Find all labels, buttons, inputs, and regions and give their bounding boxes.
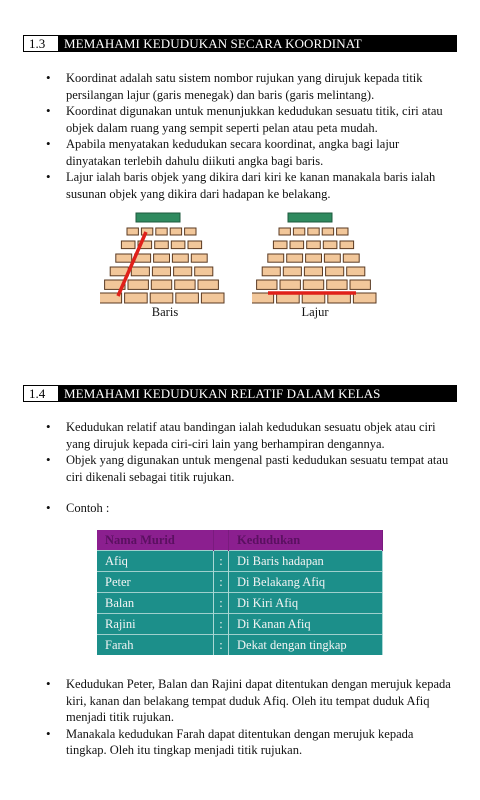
desk <box>283 267 301 276</box>
student-position: Di Baris hadapan <box>229 551 383 572</box>
desk <box>304 267 322 276</box>
table-row <box>97 614 383 635</box>
caption-baris: Baris <box>151 305 179 319</box>
bullet-item: • Manakala kedudukan Farah dapat ditentukan dengan merujuk kepada tingkap. Oleh itu tingkap menjadi titik rujukan. <box>44 726 454 759</box>
column-header-position: Kedudukan <box>229 530 383 551</box>
student-position: Di Kiri Afiq <box>229 593 383 614</box>
student-position: Di Kanan Afiq <box>229 614 383 635</box>
desk <box>175 280 195 289</box>
desk <box>268 254 284 262</box>
desk <box>131 267 149 276</box>
desk <box>293 228 304 235</box>
bullet-item: • Koordinat adalah satu sistem nombor rujukan yang dirujuk kepada titik persilangan lajur (garis menegak) dan baris (garis melintang). <box>44 70 454 103</box>
desk <box>125 293 148 303</box>
diagram-baris <box>100 210 230 306</box>
bullet-item: • Kedudukan relatif atau bandingan ialah kedudukan sesuatu objek atau ciri yang dirujuk kepada ciri-ciri lain yang berhampiran dengannya. <box>44 419 454 452</box>
student-name: Afiq <box>97 551 214 572</box>
desk <box>323 241 337 249</box>
bullet-item: • Apabila menyatakan kedudukan secara koordinat, angka bagi lajur dinyatakan terlebih dahulu diikuti angka bagi baris. <box>44 136 454 169</box>
section2-bullet-list <box>44 419 454 485</box>
desk <box>121 241 135 249</box>
example-label-list <box>44 500 454 517</box>
separator: : <box>214 572 229 593</box>
desk <box>322 228 333 235</box>
desk <box>350 280 370 289</box>
desk <box>141 228 152 235</box>
desk <box>195 267 213 276</box>
desk <box>303 280 323 289</box>
section1-bullet-list <box>44 70 454 202</box>
bullet-item: • Objek yang digunakan untuk mengenal pasti kedudukan sesuatu tempat atau ciri dikenali sebagai titik rujukan. <box>44 452 454 485</box>
desk <box>201 293 224 303</box>
desk <box>171 241 185 249</box>
student-name: Peter <box>97 572 214 593</box>
section-header-1-3 <box>23 35 457 52</box>
bullet-item: • Lajur ialah baris objek yang dikira dari kiri ke kanan manakala baris ialah susunan objek yang dikira dari hadapan ke belakang. <box>44 169 454 202</box>
student-position: Di Belakang Afiq <box>229 572 383 593</box>
table-row <box>97 635 383 656</box>
desk <box>343 254 359 262</box>
desk <box>128 280 148 289</box>
desk <box>287 254 303 262</box>
desk <box>326 267 344 276</box>
section-title: MEMAHAMI KEDUDUKAN SECARA KOORDINAT <box>64 35 362 51</box>
table-row <box>97 572 383 593</box>
table-header-row <box>97 530 383 551</box>
student-name: Rajini <box>97 614 214 635</box>
blackboard <box>136 213 180 222</box>
desk <box>324 254 340 262</box>
desk <box>174 267 192 276</box>
section2-bullet-list-after <box>44 676 454 759</box>
section-number: 1.3 <box>23 35 59 52</box>
section-header-1-4 <box>23 385 457 402</box>
example-label: • Contoh : <box>44 500 454 517</box>
desk <box>152 267 170 276</box>
desk <box>170 228 181 235</box>
separator: : <box>214 614 229 635</box>
student-position: Dekat dengan tingkap <box>229 635 383 656</box>
desk <box>308 228 319 235</box>
desk <box>150 293 173 303</box>
desk <box>185 228 196 235</box>
desk <box>280 280 300 289</box>
student-name: Balan <box>97 593 214 614</box>
section-number: 1.4 <box>23 385 59 402</box>
desk <box>307 241 321 249</box>
caption-lajur: Lajur <box>301 305 329 319</box>
separator: : <box>214 593 229 614</box>
column-header-name: Nama Murid <box>97 530 214 551</box>
section-title: MEMAHAMI KEDUDUKAN RELATIF DALAM KELAS <box>64 385 381 401</box>
desk <box>198 280 218 289</box>
table-row <box>97 551 383 572</box>
separator: : <box>214 635 229 656</box>
desk <box>155 241 169 249</box>
desk <box>257 280 277 289</box>
desk <box>290 241 304 249</box>
table-row <box>97 593 383 614</box>
desk <box>191 254 207 262</box>
desk <box>151 280 171 289</box>
desk <box>156 228 167 235</box>
desk <box>306 254 322 262</box>
desk <box>273 241 287 249</box>
column-header-sep <box>214 530 229 551</box>
separator: : <box>214 551 229 572</box>
desk <box>188 241 202 249</box>
desk <box>279 228 290 235</box>
diagram-lajur <box>252 210 382 306</box>
desk <box>172 254 188 262</box>
bullet-item: • Koordinat digunakan untuk menunjukkan kedudukan sesuatu titik, ciri atau objek dalam ruang yang sempit seperti pelan atau peta mudah. <box>44 103 454 136</box>
desk <box>262 267 280 276</box>
desk <box>127 228 138 235</box>
student-name: Farah <box>97 635 214 656</box>
bullet-item: • Kedudukan Peter, Balan dan Rajini dapat ditentukan dengan merujuk kepada kiri, kanan dan belakang tempat duduk Afiq. Oleh itu tempat duduk Afiq menjadi titik rujukan. <box>44 676 454 726</box>
blackboard <box>288 213 332 222</box>
desk <box>116 254 132 262</box>
desk <box>176 293 199 303</box>
student-position-table <box>97 530 383 655</box>
desk <box>347 267 365 276</box>
desk <box>340 241 354 249</box>
desk <box>353 293 376 303</box>
desk <box>337 228 348 235</box>
desk <box>154 254 170 262</box>
desk <box>327 280 347 289</box>
